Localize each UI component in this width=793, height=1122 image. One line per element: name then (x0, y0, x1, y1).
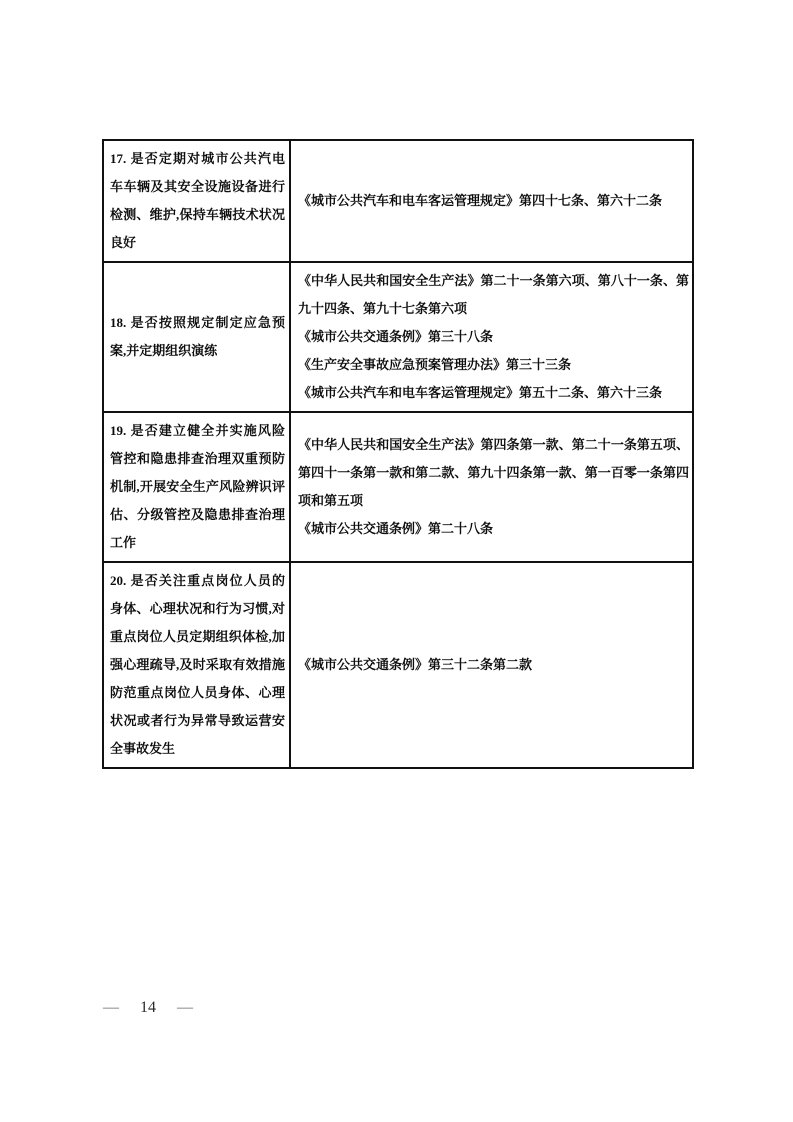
legal-references-20 (290, 562, 693, 768)
legal-references-18 (290, 262, 693, 412)
reference-entry: 《中华人民共和国安全生产法》第四条第一款、第二十一条第五项、第四十一条第一款和第二款、第九十四条第一款、第一百零一条第四项和第五项 (298, 437, 689, 508)
reference-entry: 《城市公共交通条例》第三十八条 (298, 329, 494, 344)
footer-right-dash: — (177, 999, 193, 1016)
table-row (103, 562, 693, 768)
reference-entry: 《城市公共汽车和电车客运管理规定》第五十二条、第六十三条 (298, 385, 663, 400)
legal-references-19 (290, 412, 693, 562)
table-row (103, 262, 693, 412)
check-item-text: 17. 是否定期对城市公共汽电车车辆及其安全设施设备进行检测、维护,保持车辆技术状况良好 (110, 151, 285, 250)
compliance-check-table (102, 139, 694, 769)
table-row (103, 412, 693, 562)
legal-references-17 (290, 140, 693, 262)
reference-entry: 《城市公共汽车和电车客运管理规定》第四十七条、第六十二条 (298, 193, 663, 208)
reference-entry: 《生产安全事故应急预案管理办法》第三十三条 (298, 357, 572, 372)
check-item-text: 19. 是否建立健全并实施风险管控和隐患排查治理双重预防机制,开展安全生产风险辨识评估、分级管控及隐患排查治理工作 (110, 423, 285, 550)
page-number: 14 (140, 999, 156, 1016)
check-item-17 (103, 140, 290, 262)
check-item-20 (103, 562, 290, 768)
footer-left-dash: — (103, 999, 119, 1016)
check-item-text: 20. 是否关注重点岗位人员的身体、心理状况和行为习惯,对重点岗位人员定期组织体检,加强心理疏导,及时采取有效措施防范重点岗位人员身体、心理状况或者行为异常导致运营安全事故发生 (110, 573, 285, 756)
reference-entry: 《中华人民共和国安全生产法》第二十一条第六项、第八十一条、第九十四条、第九十七条第六项 (298, 273, 689, 316)
table-row (103, 140, 693, 262)
reference-entry: 《城市公共交通条例》第二十八条 (298, 521, 494, 536)
check-item-text: 18. 是否按照规定制定应急预案,并定期组织演练 (110, 315, 285, 358)
check-item-18 (103, 262, 290, 412)
reference-entry: 《城市公共交通条例》第三十二条第二款 (298, 657, 533, 672)
check-item-19 (103, 412, 290, 562)
page-footer (103, 999, 193, 1017)
